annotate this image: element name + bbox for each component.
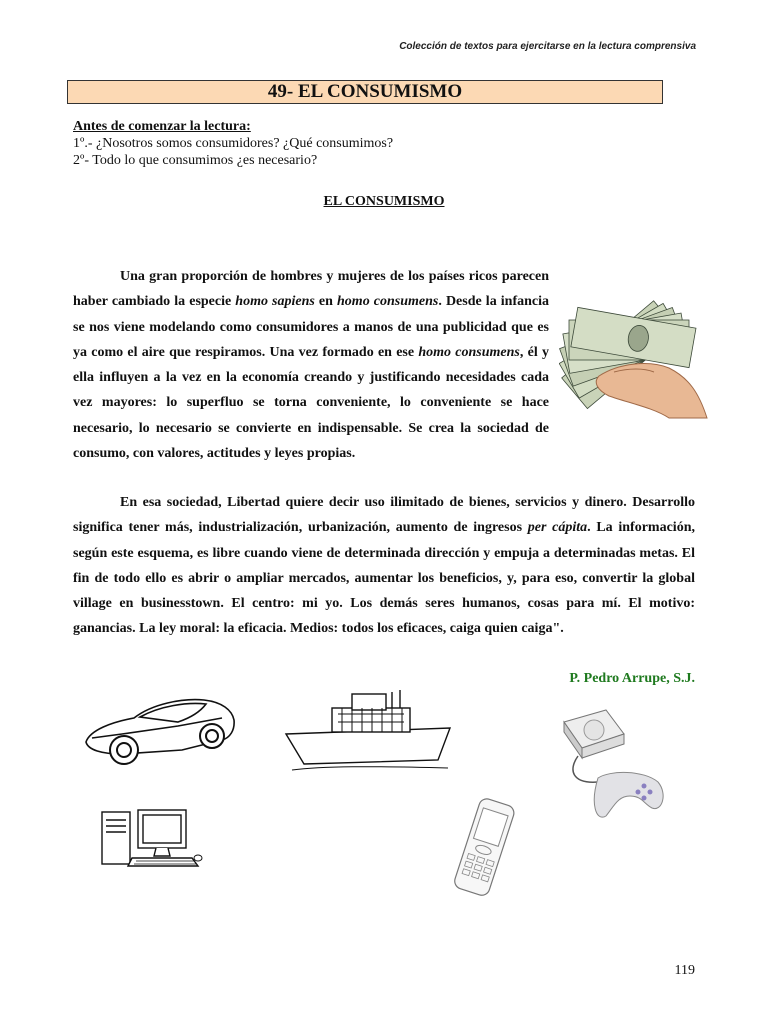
page-title: 49- EL CONSUMISMO (67, 80, 663, 104)
money-hand-image (559, 268, 709, 420)
sports-car-image (82, 690, 238, 768)
section-subtitle: EL CONSUMISMO (323, 194, 445, 209)
game-console-image (558, 708, 666, 822)
mobile-phone-image (432, 796, 536, 900)
page-number: 119 (674, 963, 695, 978)
header-note: Colección de textos para ejercitarse en la lectura comprensiva (399, 41, 696, 52)
pre-reading-question-2: 2º- Todo lo que consumimos ¿es necesario? (73, 153, 318, 168)
author-signature: P. Pedro Arrupe, S.J. (569, 671, 695, 686)
pre-reading-question-1: 1º.- ¿Nosotros somos consumidores? ¿Qué consumimos? (73, 136, 394, 151)
paragraph-1: Una gran proporción de hombres y mujeres de los países ricos parecen haber cambiado la especie homo sapiens en homo consumens. Desde la infancia se nos viene modelando como consumidores a manos de una publicidad que es ya como el aire que respiramos. Una vez formado en ese homo consumens, él y ella influyen a la vez en la economía creando y justificando necesidades cada vez mayores: lo superfluo se torna conveniente, lo conveniente se hace necesario, lo necesario se convierte en indispensable. Se crea la sociedad de consumo, con valores, actitudes y leyes propias. (73, 264, 695, 466)
boat-image (282, 688, 454, 774)
paragraph-2: En esa sociedad, Libertad quiere decir uso ilimitado de bienes, servicios y dinero. Desarrollo significa tener más, industrialización, urbanización, aumento de ingresos per cápita. La información, según este esquema, es libre cuando viene de determinada dirección y empuja a determinadas metas. El fin de todo ello es abrir o ampliar mercados, aumentar los beneficios, y, para eso, convertir la global village en businesstown. El centro: mi yo. Los demás seres humanos, cosas para mí. El motivo: ganancias. La ley moral: la eficacia. Medios: todos los eficaces, caiga quien caiga". (73, 495, 695, 637)
pre-reading-block (73, 118, 393, 169)
pre-reading-heading: Antes de comenzar la lectura: (73, 119, 251, 134)
desktop-computer-image (100, 808, 204, 870)
